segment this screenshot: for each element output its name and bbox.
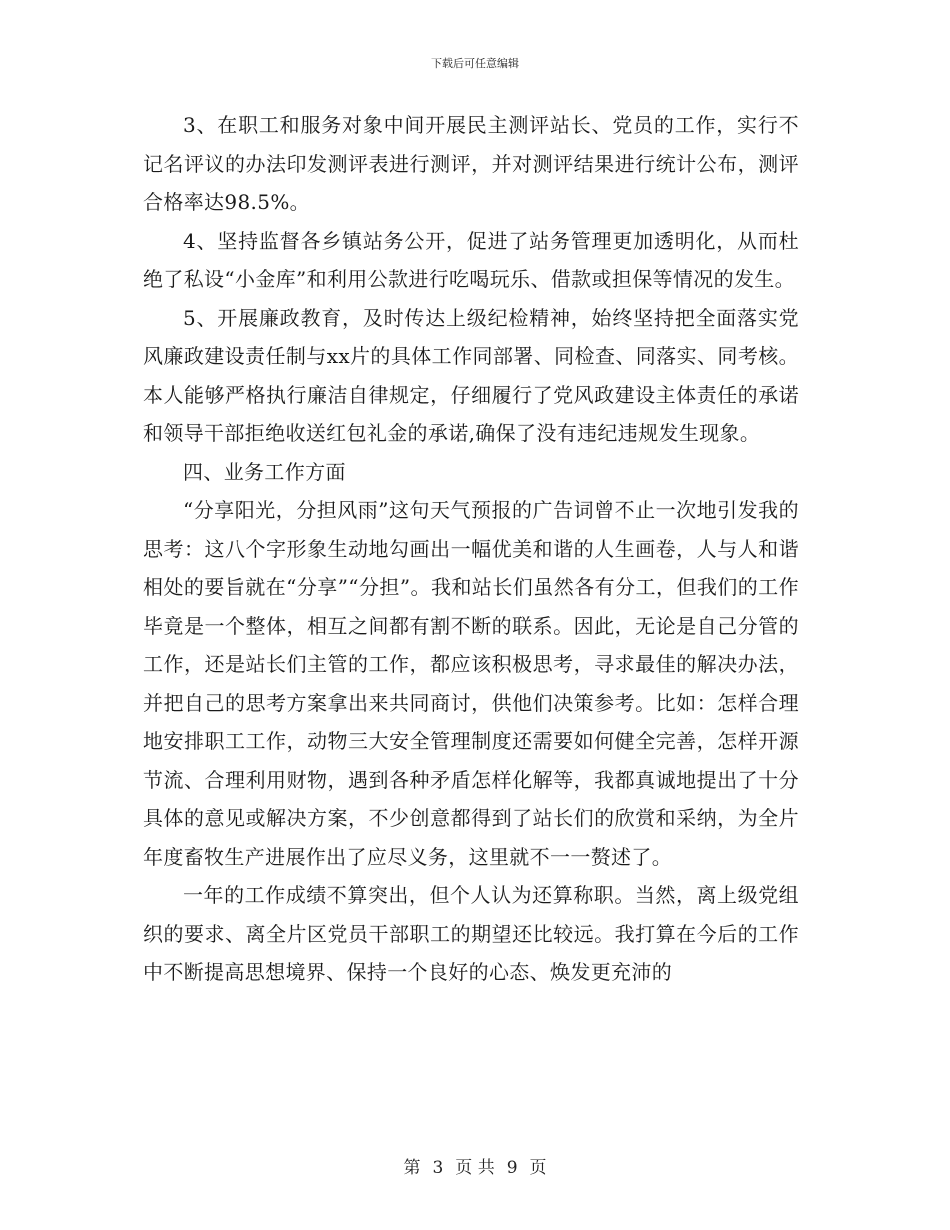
footer-prefix: 第	[403, 1158, 421, 1178]
paragraph-item-3: 3、在职工和服务对象中间开展民主测评站长、党员的工作，实行不记名评议的办法印发测评表进行测评，并对测评结果进行统计公布，测评合格率达98.5%。	[143, 113, 799, 214]
footer-total-pages: 9	[506, 1158, 518, 1178]
page-header-note: 下载后可任意编辑	[431, 57, 519, 70]
footer-current-page: 3	[432, 1158, 444, 1178]
footer-suffix: 页	[529, 1158, 547, 1178]
document-body	[143, 106, 799, 992]
section-heading-business: 四、业务工作方面	[183, 459, 346, 484]
paragraph-summary: 一年的工作成绩不算突出，但个人认为还算称职。当然，离上级党组织的要求、离全片区党员干部职工的期望还比较远。我打算在今后的工作中不断提高思想境界、保持一个良好的心态、焕发更充沛的	[143, 883, 799, 984]
paragraph-item-4: 4、坚持监督各乡镇站务公开，促进了站务管理更加透明化，从而杜绝了私设“小金库”和利用公款进行吃喝玩乐、借款或担保等情况的发生。	[143, 228, 799, 291]
paragraph-business-work: “分享阳光，分担风雨”这句天气预报的广告词曾不止一次地引发我的思考：这八个字形象生动地勾画出一幅优美和谐的人生画卷，人与人和谐相处的要旨就在“分享”“分担”。我和站长们虽然各有分工，但我们的工作毕竟是一个整体，相互之间都有割不断的联系。因此，无论是自己分管的工作，还是站长们主管的工作，都应该积极思考，寻求最佳的解决办法，并把自己的思考方案拿出来共同商讨，供他们决策参考。比如：怎样合理地安排职工工作，动物三大安全管理制度还需要如何健全完善，怎样开源节流、合理利用财物，遇到各种矛盾怎样化解等，我都真诚地提出了十分具体的意见或解决方案，不少创意都得到了站长们的欣赏和采纳，为全片年度畜牧生产进展作出了应尽义务，这里就不一一赘述了。	[143, 498, 799, 869]
page-number-footer	[0, 1153, 950, 1178]
footer-middle: 页 共	[455, 1158, 495, 1178]
paragraph-item-5: 5、开展廉政教育，及时传达上级纪检精神，始终坚持把全面落实党风廉政建设责任制与xx片的具体工作同部署、同检查、同落实、同考核。本人能够严格执行廉洁自律规定，仔细履行了党风政建设主体责任的承诺和领导干部拒绝收送红包礼金的承诺,确保了没有违纪违规发生现象。	[143, 305, 799, 445]
